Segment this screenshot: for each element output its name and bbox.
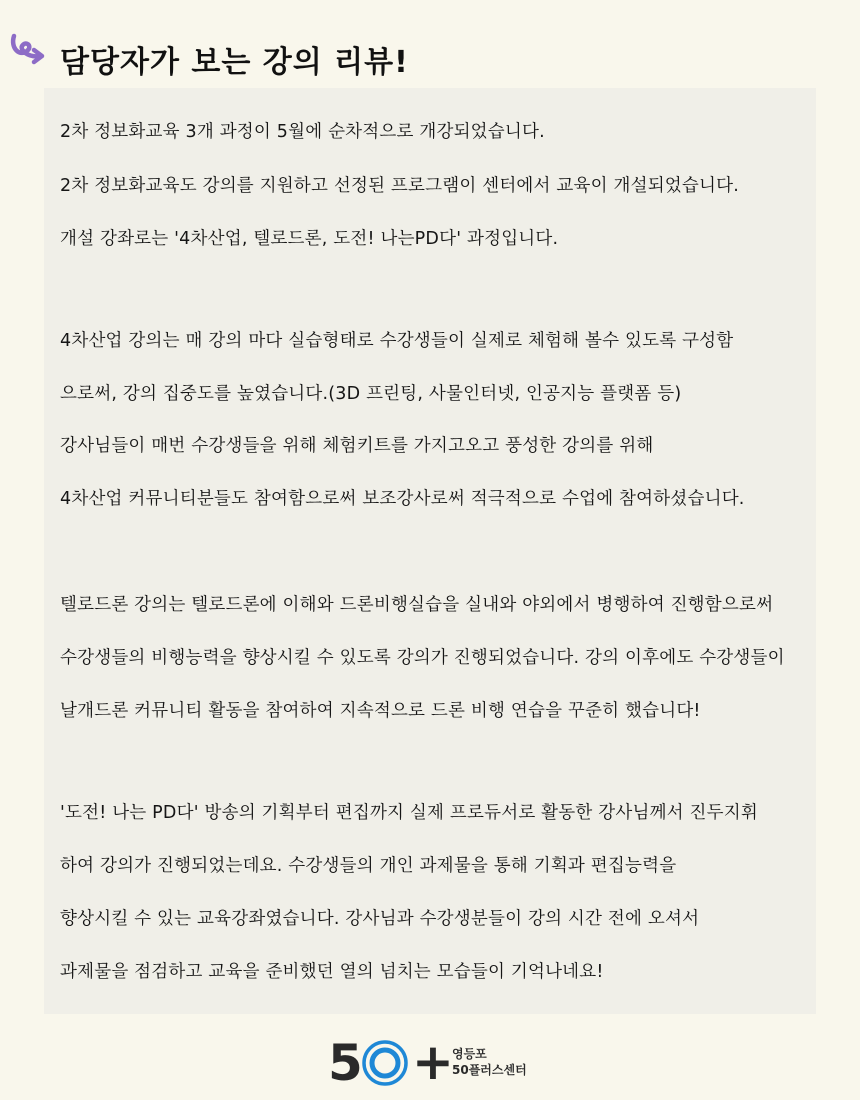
paragraph-line: 텔로드론 강의는 텔로드론에 이해와 드론비행실습을 실내와 야외에서 병행하여 진행함으로써 xyxy=(60,595,774,615)
paragraph-line: 하여 강의가 진행되었는데요. 수강생들의 개인 과제물을 통해 기획과 편집능력을 xyxy=(60,856,677,876)
paragraph-line: 2차 정보화교육도 강의를 지원하고 선정된 프로그램이 센터에서 교육이 개설되었습니다. xyxy=(60,176,739,196)
review-text-box xyxy=(44,88,816,1014)
paragraph-line: 과제물을 점검하고 교육을 준비했던 열의 넘치는 모습들이 기억나네요! xyxy=(60,962,604,982)
paragraph-line: 개설 강좌로는 '4차산업, 텔로드론, 도전! 나는PD다' 과정입니다. xyxy=(60,229,559,249)
paragraph-line: 강사님들이 매번 수강생들을 위해 체험키트를 가지고오고 풍성한 강의를 위해 xyxy=(60,436,654,456)
logo-plus-glyph: + xyxy=(412,1033,454,1091)
header xyxy=(0,18,860,78)
paragraph-line: 수강생들의 비행능력을 향상시킬 수 있도록 강의가 진행되었습니다. 강의 이후에도 수강생들이 xyxy=(60,648,785,668)
paragraph-line: 향상시킬 수 있는 교육강좌였습니다. 강사님과 수강생분들이 강의 시간 전에 오셔서 xyxy=(60,909,700,929)
logo-ring-icon xyxy=(360,1038,410,1088)
paragraph-line: 으로써, 강의 집중도를 높였습니다.(3D 프린팅, 사물인터넷, 인공지능 플랫폼 등) xyxy=(60,384,682,404)
swirl-arrow-icon xyxy=(6,24,52,70)
paragraph-line: 날개드론 커뮤니티 활동을 참여하여 지속적으로 드론 비행 연습을 꾸준히 했습니다! xyxy=(60,701,701,721)
paragraph-line: 2차 정보화교육 3개 과정이 5월에 순차적으로 개강되었습니다. xyxy=(60,122,545,142)
org-name-line2: 50플러스센터 xyxy=(452,1063,527,1077)
paragraph-line: 4차산업 커뮤니티분들도 참여함으로써 보조강사로써 적극적으로 수업에 참여하셨습니다. xyxy=(60,489,745,509)
center-logo xyxy=(328,1033,568,1092)
org-name xyxy=(452,1046,527,1078)
paragraph-line: 4차산업 강의는 매 강의 마다 실습형태로 수강생들이 실제로 체험해 볼수 있도록 구성함 xyxy=(60,331,734,351)
page-title: 담당자가 보는 강의 리뷰! xyxy=(60,45,409,80)
logo-five-glyph: 5 xyxy=(328,1034,363,1092)
org-name-line1: 영등포 xyxy=(452,1047,487,1061)
paragraph-line: '도전! 나는 PD다' 방송의 기획부터 편집까지 실제 프로듀서로 활동한 강사님께서 진두지휘 xyxy=(60,803,758,823)
